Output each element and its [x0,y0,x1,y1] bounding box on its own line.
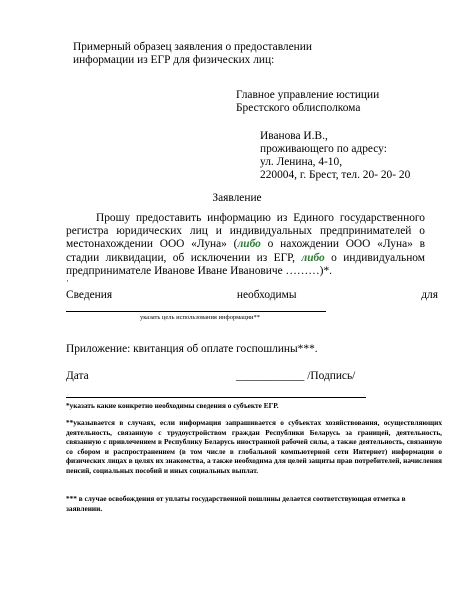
document-title [73,41,312,67]
addressee-line: Брестского облисполкома [236,102,361,114]
request-text: о нахождении ООО «Луна» в стадии ликвидации, об исключении из ЕГР, [66,238,425,264]
applicant-block [260,130,410,182]
footnote-separator [66,397,366,398]
request-text: Прошу предоставить информацию из Единого государственного регистра юридических лиц и индивидуальных предпринимателей о местонахождении ООО «Луна» ( [66,212,425,251]
purpose-fill-line [66,311,326,312]
purpose-note: указать цель использования информации** [140,314,260,321]
title-line: Примерный образец заявления о предоставлении [73,41,312,53]
signature-line: ____________ /Подпись/ [236,370,356,382]
purpose-row [66,289,438,301]
date-label: Дата [66,370,89,382]
purpose-word: для [421,289,438,301]
document-heading: Заявление [212,192,262,204]
footnote-1: *указать какие конкретно необходимы сведения о субъекте ЕГР. [66,401,279,410]
bullet-dot: · [66,276,69,286]
purpose-word: Сведения [66,289,113,301]
purpose-word: необходимы [236,289,297,301]
or-word: либо [301,251,325,264]
applicant-line: 220004, г. Брест, тел. 20- 20- 20 [260,169,411,181]
addressee-line: Главное управление юстиции [236,89,380,101]
title-line: информации из ЕГР для физических лиц: [73,54,275,66]
footnote-3: *** в случае освобождения от уплаты государственной пошлины делается соответствующая отметка в заявлении. [66,494,406,513]
request-text: о индивидуальном предпринимателе Иванове Иване Ивановиче ………)*. [66,251,425,277]
footnote-2: **указывается в случаях, если информация запрашивается о субъектах хозяйствования, осуществляющих деятельность, связанную с трудоустройством граждан Республики Беларусь за границей, деятельность, связанную с привлечением в Республику Беларусь иностранной рабочей силы, а также деятельность, связанную со сбором и распространением (в том числе в глобальной компьютерной сети Интернет) информации о физических лицах в целях их знакомства, а также необходима для целей защиты прав потребителей, начисления пенсий, социальных пособий и иных социальных выплат. [66,418,442,475]
attachment-line: Приложение: квитанция об оплате госпошлины***. [66,343,318,355]
applicant-line: проживающего по адресу: [260,143,387,155]
applicant-name: Иванова И.В., [260,130,328,142]
addressee-block [236,89,379,115]
applicant-line: ул. Ленина, 4-10, [260,156,343,168]
or-word: либо [237,238,261,251]
request-paragraph [66,212,425,278]
